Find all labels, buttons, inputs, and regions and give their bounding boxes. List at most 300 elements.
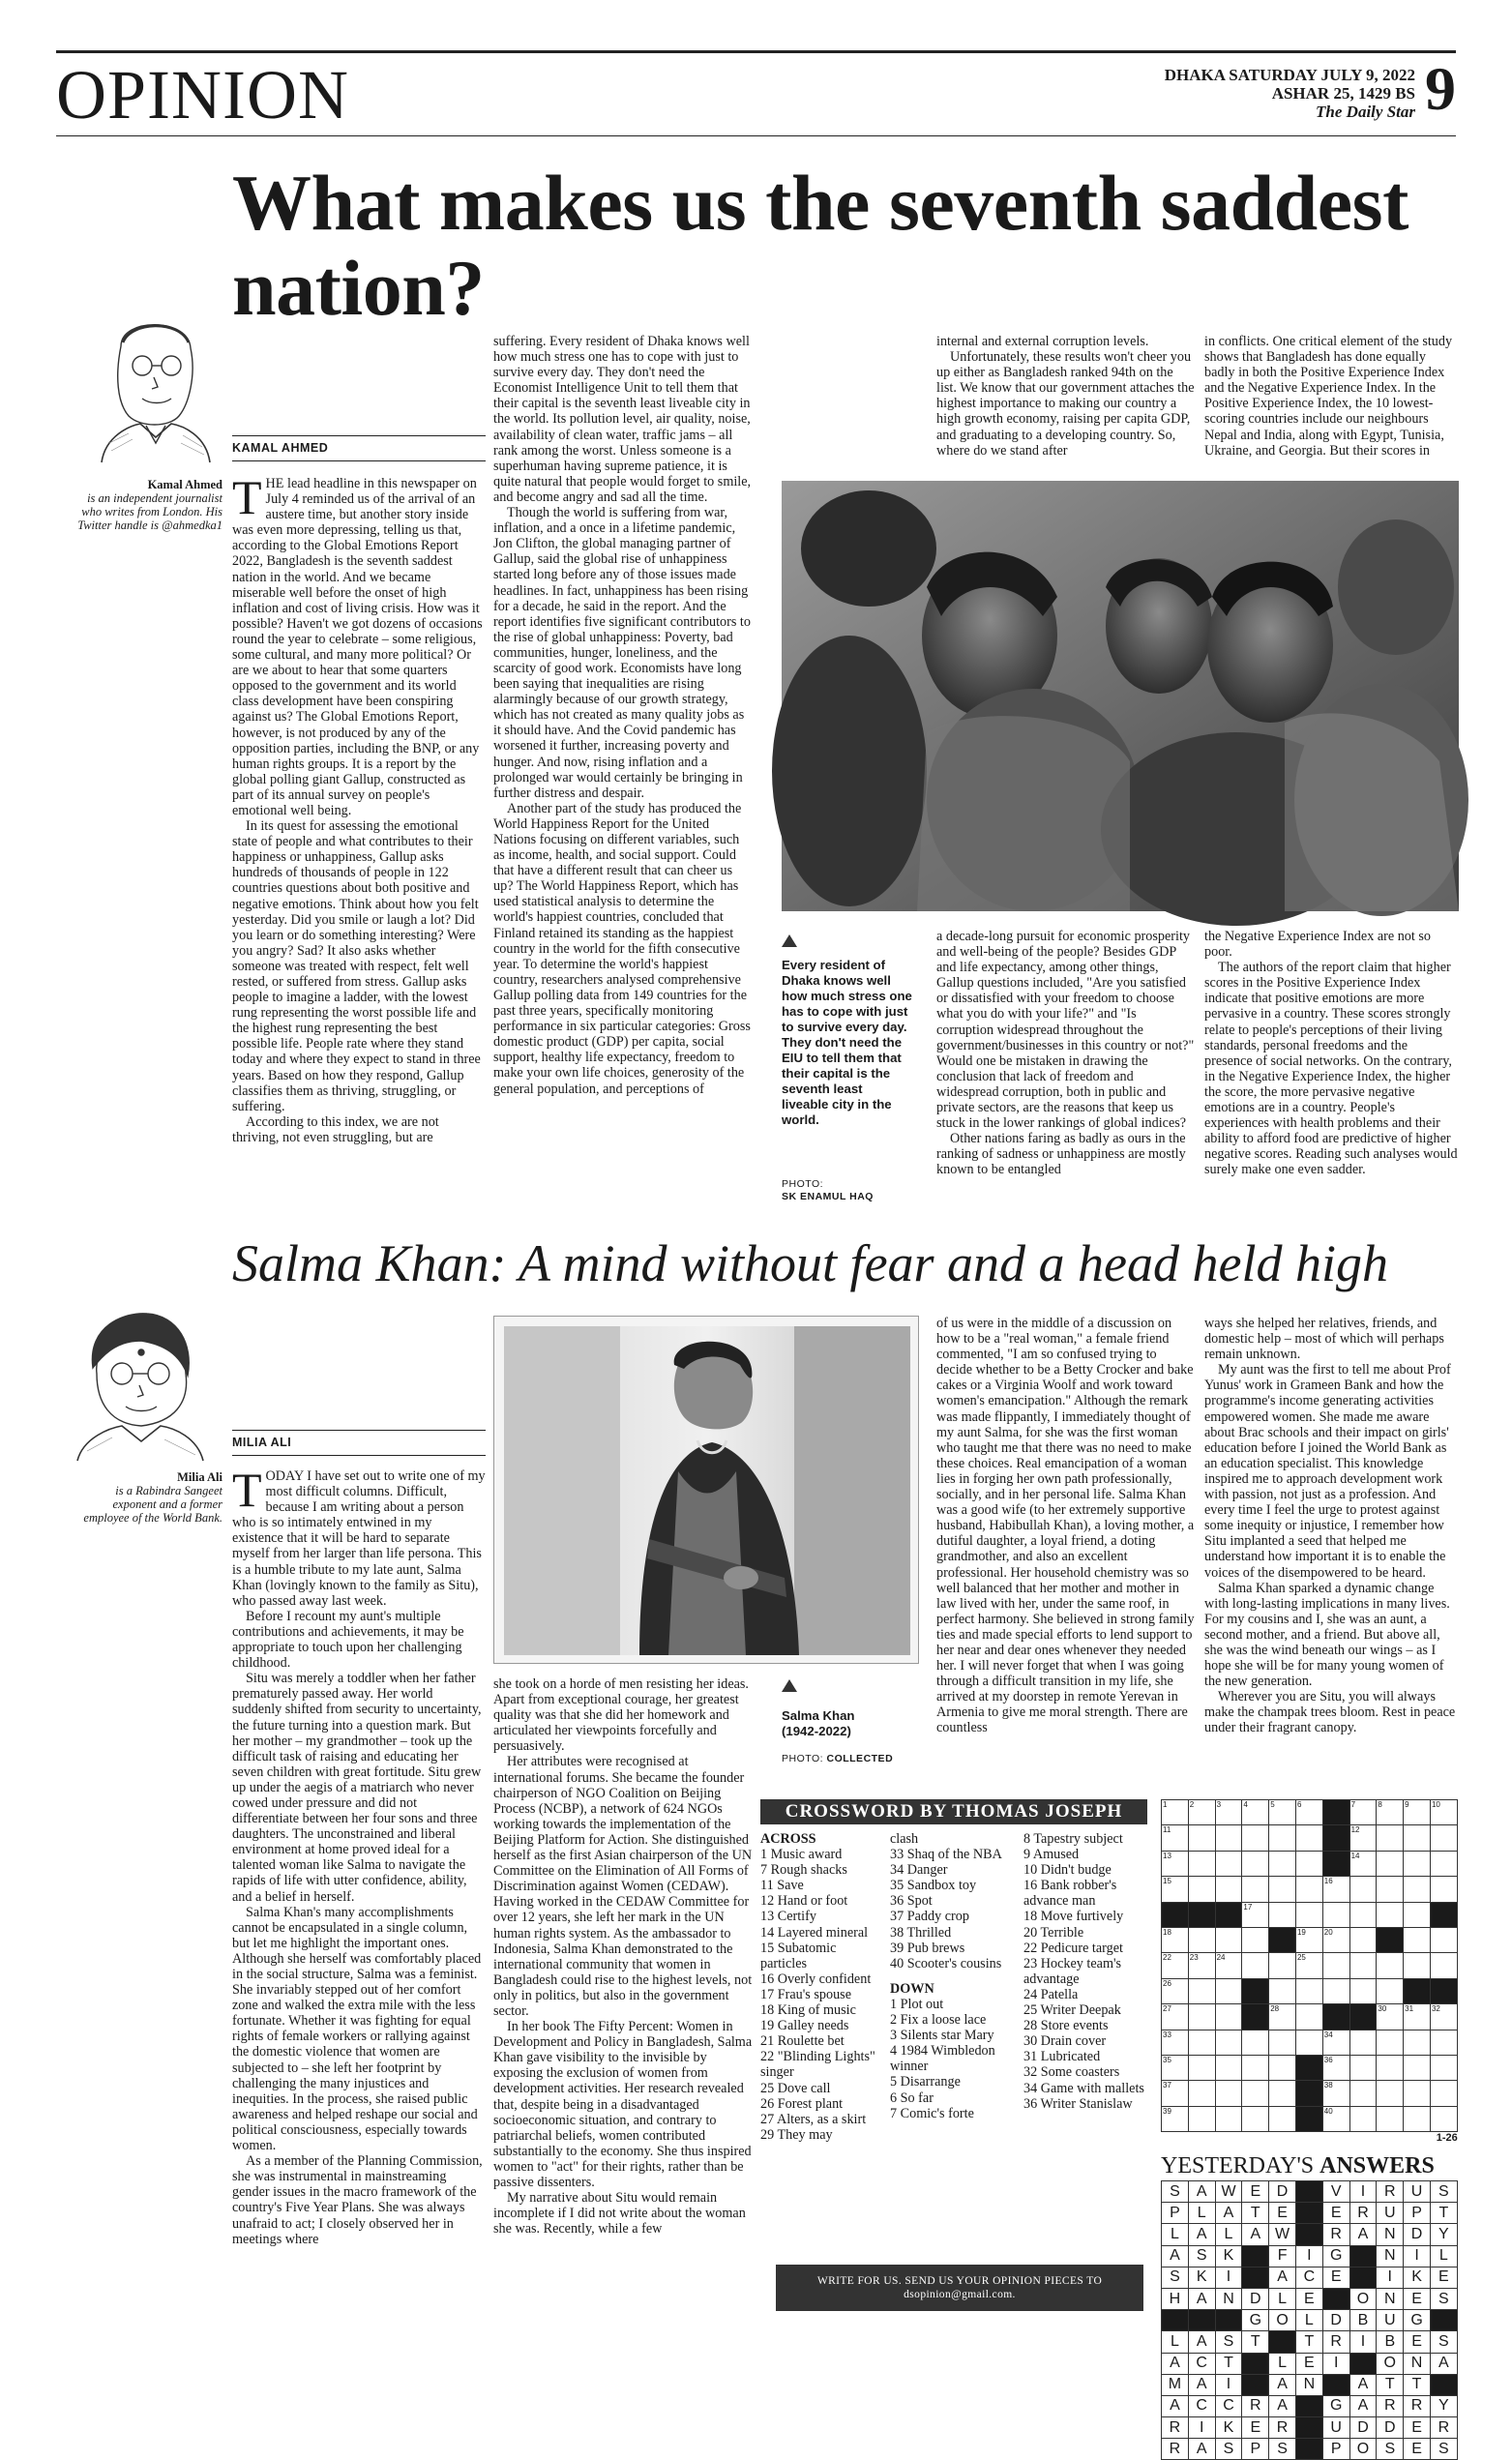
photo-credit [782, 1178, 912, 1203]
clue: 18 King of music [760, 2002, 856, 2019]
grid-cell[interactable]: 31 [1404, 2004, 1431, 2030]
grid-cell[interactable] [1322, 1800, 1349, 1825]
clue: 10 Didn't budge [1023, 1862, 1112, 1879]
sketch-portrait-icon [82, 308, 227, 462]
answer-cell: L [1188, 2203, 1215, 2224]
answer-cell: O [1269, 2310, 1296, 2331]
article-paragraph: In its quest for assessing the emotional state of people and what contributes to their happiness or unhappiness, Gallup asks hundreds of thousands of people in 122 countries questions about both positive and negative emotions. Think about how you felt yesterday. Did you smile or laugh a lot? Did you learn or do something interesting? Were you angry? Sad? It also asks whether someone was treated with respect, felt well rested, or suffered from stress. Gallup asks people to imagine a ladder, with the lowest rung representing the worst possible life and the highest rung representing the best possible life. People rate where they stand today and where they expect to stand in three years. Based on how they respond, Gallup classifies them as thriving, struggling, or suffering. [232, 818, 481, 1114]
answer-cell: D [1404, 2224, 1431, 2245]
grid-cell[interactable] [1215, 1851, 1242, 1876]
grid-cell[interactable] [1377, 1825, 1404, 1851]
grid-cell[interactable] [1404, 1953, 1431, 1978]
grid-cell[interactable] [1215, 2106, 1242, 2131]
clue: 26 Forest plant [760, 2095, 844, 2112]
grid-cell[interactable] [1430, 2081, 1457, 2106]
crossword-clues-col3 [1023, 1831, 1149, 2112]
answer-cell: S [1430, 2331, 1457, 2353]
grid-cell[interactable] [1322, 1953, 1349, 1978]
grid-cell[interactable] [1349, 1953, 1377, 1978]
grid-cell[interactable] [1242, 2004, 1269, 2030]
article1-column-3-bottom [936, 929, 1196, 1206]
grid-cell[interactable] [1377, 2030, 1404, 2055]
answer-cell: E [1430, 2267, 1457, 2288]
grid-cell[interactable] [1430, 1877, 1457, 1902]
answer-cell: N [1295, 2374, 1322, 2395]
grid-cell[interactable] [1188, 1877, 1215, 1902]
grid-cell[interactable]: 38 [1322, 2081, 1349, 2106]
grid-cell[interactable] [1322, 1851, 1349, 1876]
answer-cell: R [1377, 2181, 1404, 2203]
grid-cell[interactable] [1242, 2055, 1269, 2080]
grid-cell[interactable] [1295, 1851, 1322, 1876]
grid-cell[interactable] [1322, 1978, 1349, 2003]
dateline [1165, 66, 1415, 121]
author-portrait-kamal [82, 308, 227, 462]
grid-cell[interactable] [1215, 1927, 1242, 1952]
grid-cell[interactable] [1215, 2030, 1242, 2055]
grid-cell[interactable] [1349, 2106, 1377, 2131]
answer-cell: S [1430, 2439, 1457, 2460]
author-bio-text: is an independent journalist who writes from London. His Twitter handle is @ahmedka1 [77, 491, 222, 532]
grid-cell[interactable]: 1 [1162, 1800, 1189, 1825]
article2-column-4 [1204, 1316, 1458, 1778]
grid-cell[interactable] [1188, 2004, 1215, 2030]
article-paragraph: As a member of the Planning Commission, she was instrumental in mainstreaming gender issues in the macro framework of the country's Five Year Plans. She was always unafraid to act; I closely observed her in meetings where [232, 2153, 483, 2247]
grid-cell[interactable]: 35 [1162, 2055, 1189, 2080]
clue: 32 Some coasters [1023, 2064, 1120, 2081]
article-paragraph: Situ was merely a toddler when her father prematurely passed away. Her world suddenly shifted from security to uncertainty, the future turning into a question mark. But her mother – my grandmother – took up the difficult task of raising and educating her seven children with great fortitude. Situ grew up under the aegis of a matriarch who never cowed under pressure and did not differentiate between her four sons and three daughters. The unconstrained and liberal environment at home proved ideal for a talented woman like Salma to navigate the rapids of life with utter confidence, ability, and a belief in herself. [232, 1671, 482, 1905]
grid-date: 1-26 [1436, 2132, 1458, 2145]
answer-cell: C [1188, 2353, 1215, 2374]
answer-cell [1349, 2353, 1377, 2374]
masthead-top-rule [56, 50, 1456, 53]
grid-cell[interactable]: 20 [1322, 1927, 1349, 1952]
answer-cell: F [1269, 2245, 1296, 2267]
clue: 15 Subatomic particles [760, 1940, 837, 1971]
grid-cell[interactable]: 5 [1269, 1800, 1296, 1825]
yesterdays-answers-heading [1161, 2153, 1435, 2178]
grid-cell[interactable] [1430, 1978, 1457, 2003]
answer-cell [1349, 2267, 1377, 2288]
grid-cell[interactable] [1430, 1953, 1457, 1978]
grid-cell[interactable] [1188, 2081, 1215, 2106]
answer-cell [1295, 2417, 1322, 2439]
answer-cell: T [1377, 2374, 1404, 2395]
grid-cell[interactable] [1404, 1902, 1431, 1927]
answer-cell: A [1269, 2374, 1296, 2395]
answer-cell: I [1215, 2267, 1242, 2288]
grid-cell[interactable] [1377, 1978, 1404, 2003]
clue: 1 Music award [760, 1847, 843, 1863]
grid-cell[interactable] [1162, 1902, 1189, 1927]
grid-cell[interactable] [1322, 2004, 1349, 2030]
down-label: DOWN [890, 1980, 934, 1997]
answer-cell: E [1322, 2203, 1349, 2224]
grid-cell[interactable] [1269, 1877, 1296, 1902]
answer-cell: S [1162, 2181, 1189, 2203]
answer-cell: A [1188, 2288, 1215, 2309]
answer-cell: W [1269, 2224, 1296, 2245]
answer-cell: R [1322, 2224, 1349, 2245]
grid-cell[interactable] [1404, 1825, 1431, 1851]
article-paragraph: Before I recount my aunt's multiple contributions and achievements, it may be appropriate to touch upon her challenging childhood. [232, 1608, 464, 1672]
grid-cell[interactable]: 4 [1242, 1800, 1269, 1825]
answer-cell: P [1242, 2439, 1269, 2460]
grid-cell[interactable] [1188, 1927, 1215, 1952]
crossword-grid [1161, 1799, 1458, 2144]
grid-cell[interactable]: 14 [1349, 1851, 1377, 1876]
article-paragraph: ways she helped her relatives, friends, and domestic help – most of which will perhaps remain unknown. [1204, 1316, 1444, 1363]
grid-cell[interactable]: 23 [1188, 1953, 1215, 1978]
grid-cell[interactable] [1430, 1902, 1457, 1927]
clue: 36 Spot [890, 1893, 933, 1910]
across-label: ACROSS [760, 1831, 816, 1847]
grid-cell[interactable] [1404, 1978, 1431, 2003]
grid-cell[interactable] [1404, 2055, 1431, 2080]
grid-cell[interactable]: 11 [1162, 1825, 1189, 1851]
grid-cell[interactable] [1188, 1978, 1215, 2003]
article2-column-1 [232, 1463, 486, 2310]
masthead-bottom-rule [56, 135, 1456, 136]
clue: 12 Hand or foot [760, 1893, 848, 1910]
answer-cell [1430, 2310, 1457, 2331]
answer-cell: S [1377, 2439, 1404, 2460]
grid-cell[interactable]: 12 [1349, 1825, 1377, 1851]
grid-cell[interactable] [1377, 2055, 1404, 2080]
byline-rule [232, 435, 486, 436]
grid-cell[interactable] [1430, 2030, 1457, 2055]
author-bio [77, 1470, 222, 1525]
grid-cell[interactable] [1430, 1851, 1457, 1876]
byline-rule [232, 1430, 486, 1431]
answer-cell: N [1377, 2288, 1404, 2309]
grid-cell[interactable] [1242, 2030, 1269, 2055]
clue: 25 Dove call [760, 2080, 831, 2096]
answer-cell: I [1215, 2374, 1242, 2395]
clue: 33 Shaq of the NBA [890, 1847, 1002, 1863]
answer-cell: E [1242, 2181, 1269, 2203]
answer-cell: G [1242, 2310, 1269, 2331]
article2-byline: MILIA ALI [232, 1436, 292, 1449]
grid-cell[interactable] [1377, 1902, 1404, 1927]
clue: 25 Writer Deepak [1023, 2002, 1121, 2019]
grid-cell[interactable] [1377, 1877, 1404, 1902]
grid-cell[interactable] [1269, 1978, 1296, 2003]
grid-cell[interactable]: 2 [1188, 1800, 1215, 1825]
grid-cell[interactable] [1430, 2106, 1457, 2131]
clue: 18 Move furtively [1023, 1909, 1124, 1925]
grid-cell[interactable] [1242, 1851, 1269, 1876]
answer-cell: D [1242, 2288, 1269, 2309]
answer-cell: D [1269, 2181, 1296, 2203]
section-title: OPINION [56, 56, 349, 133]
grid-cell[interactable] [1404, 2106, 1431, 2131]
grid-cell[interactable]: 18 [1162, 1927, 1189, 1952]
grid-cell[interactable] [1377, 2106, 1404, 2131]
grid-cell[interactable] [1215, 1825, 1242, 1851]
grid-cell[interactable] [1295, 1877, 1322, 1902]
grid-cell[interactable] [1377, 1953, 1404, 1978]
grid-cell[interactable] [1295, 1978, 1322, 2003]
answer-cell: I [1322, 2353, 1349, 2374]
clue: 16 Bank robber's advance man [1023, 1878, 1117, 1910]
article1-headline: What makes us the seventh saddest nation? [232, 159, 1408, 332]
crossword-title: CROSSWORD BY THOMAS JOSEPH [760, 1799, 1147, 1824]
grid-cell[interactable]: 32 [1430, 2004, 1457, 2030]
grid-cell[interactable] [1430, 1927, 1457, 1952]
grid-cell[interactable] [1377, 2081, 1404, 2106]
grid-cell[interactable]: 25 [1295, 1953, 1322, 1978]
clue: 19 Galley needs [760, 2018, 849, 2034]
grid-cell[interactable] [1377, 1851, 1404, 1876]
answer-cell: P [1162, 2203, 1189, 2224]
author-bio [77, 478, 222, 532]
clue: 20 Terrible [1023, 1924, 1084, 1941]
grid-cell[interactable]: 24 [1215, 1953, 1242, 1978]
grid-cell[interactable]: 7 [1349, 1800, 1377, 1825]
answer-cell: A [1215, 2203, 1242, 2224]
answer-cell: L [1215, 2224, 1242, 2245]
clue: 34 Game with mallets [1023, 2080, 1144, 2096]
grid-cell[interactable] [1215, 1978, 1242, 2003]
clue: 3 Silents star Mary [890, 2028, 994, 2044]
grid-cell[interactable] [1269, 1825, 1296, 1851]
clue: 1 Plot out [890, 1996, 944, 2012]
clue-list [890, 1831, 1016, 1971]
answer-cell: R [1269, 2417, 1296, 2439]
grid-cell[interactable] [1242, 1927, 1269, 1952]
article1-byline: KAMAL AHMED [232, 441, 329, 455]
answer-cell: L [1269, 2353, 1296, 2374]
answer-cell: G [1322, 2245, 1349, 2267]
caption-pointer-icon [782, 1679, 797, 1692]
answer-cell: R [1430, 2417, 1457, 2439]
answer-cell [1295, 2181, 1322, 2203]
sketch-portrait-icon [58, 1306, 222, 1461]
answer-cell [1349, 2245, 1377, 2267]
answer-cell: U [1377, 2310, 1404, 2331]
grid-cell[interactable] [1295, 1902, 1322, 1927]
grid-cell[interactable]: 40 [1322, 2106, 1349, 2131]
grid-cell[interactable] [1295, 2030, 1322, 2055]
grid-cell[interactable]: 6 [1295, 1800, 1322, 1825]
answer-cell: K [1215, 2417, 1242, 2439]
grid-cell[interactable]: 39 [1162, 2106, 1189, 2131]
grid-cell[interactable]: 15 [1162, 1877, 1189, 1902]
caption-name: Salma Khan [782, 1708, 855, 1723]
answer-cell [1188, 2310, 1215, 2331]
answer-cell: E [1269, 2203, 1296, 2224]
answer-cell: S [1430, 2181, 1457, 2203]
clue: 22 Pedicure target [1023, 1940, 1123, 1956]
grid-cell[interactable] [1404, 1877, 1431, 1902]
grid-cell[interactable] [1269, 2081, 1296, 2106]
protest-photo [782, 481, 1459, 911]
grid-cell[interactable] [1322, 1902, 1349, 1927]
grid-cell[interactable] [1430, 2055, 1457, 2080]
grid-cell[interactable]: 27 [1162, 2004, 1189, 2030]
grid-cell[interactable] [1188, 2055, 1215, 2080]
grid-cell[interactable]: 28 [1269, 2004, 1296, 2030]
article-paragraph: Salma Khan sparked a dynamic change with long-lasting implications in many lives. For my cousins and I, she was an aunt, a second mother, and a friend. But above all, she was the wind beneath our wings – as I hope she will be for many young women of the new generation. [1204, 1580, 1450, 1690]
grid-cell[interactable]: 8 [1377, 1800, 1404, 1825]
grid-cell[interactable]: 3 [1215, 1800, 1242, 1825]
grid-cell[interactable] [1242, 1953, 1269, 1978]
answer-cell: R [1242, 2395, 1269, 2416]
grid-cell[interactable] [1215, 2055, 1242, 2080]
answer-cell: V [1322, 2181, 1349, 2203]
answer-cell: I [1349, 2181, 1377, 2203]
grid-cell[interactable]: 33 [1162, 2030, 1189, 2055]
clue: 23 Hockey team's advantage [1023, 1955, 1122, 1987]
drop-cap: T [232, 470, 262, 524]
article1-column-2 [493, 334, 753, 1206]
grid-cell[interactable] [1269, 2030, 1296, 2055]
clue: 11 Save [760, 1878, 804, 1894]
grid-cell[interactable] [1295, 2081, 1322, 2106]
answer-cell [1162, 2310, 1189, 2331]
article-paragraph: Salma Khan's many accomplishments cannot be encapsulated in a single column, but let me highlight the important ones. Although she herself was comfortably placed in the social structure, Salma was a feminist. She invariably stepped out of her comfort zone and walked the extra mile with the less fortunate. Whether it was fighting for equal rights of female workers or rallying against the domestic violence that women are subjected to – she left her footprint by challenging the many injustices and inequities. In the process, she raised public awareness and helped reshape our social and political consciousness, especially towards women. [232, 1904, 482, 2154]
crossword-clues-col1 [760, 1831, 886, 2143]
grid-cell[interactable] [1269, 1927, 1296, 1952]
grid-cell[interactable] [1295, 2055, 1322, 2080]
grid-cell[interactable] [1269, 1902, 1296, 1927]
grid-cell[interactable] [1269, 1953, 1296, 1978]
grid-cell[interactable] [1322, 1825, 1349, 1851]
grid-cell[interactable]: 17 [1242, 1902, 1269, 1927]
grid-cell[interactable] [1215, 1902, 1242, 1927]
answer-cell: O [1377, 2353, 1404, 2374]
grid-cell[interactable]: 16 [1322, 1877, 1349, 1902]
clue: 5 Disarrange [890, 2074, 961, 2090]
grid-cell[interactable]: 37 [1162, 2081, 1189, 2106]
grid-cell[interactable] [1242, 1978, 1269, 2003]
grid-cell[interactable] [1404, 1851, 1431, 1876]
grid-cell[interactable]: 10 [1430, 1800, 1457, 1825]
grid-cell[interactable] [1242, 2106, 1269, 2131]
grid-cell[interactable] [1349, 1927, 1377, 1952]
answer-cell: W [1215, 2181, 1242, 2203]
answer-cell: N [1377, 2245, 1404, 2267]
grid-cell[interactable] [1188, 1825, 1215, 1851]
grid-cell[interactable] [1404, 2030, 1431, 2055]
grid-cell[interactable]: 22 [1162, 1953, 1189, 1978]
grid-cell[interactable]: 13 [1162, 1851, 1189, 1876]
grid-cell[interactable] [1269, 2106, 1296, 2131]
salma-khan-photo [493, 1316, 919, 1664]
answer-cell: A [1188, 2181, 1215, 2203]
clue: 37 Paddy crop [890, 1909, 969, 1925]
grid-cell[interactable]: 30 [1377, 2004, 1404, 2030]
answer-cell: S [1188, 2245, 1215, 2267]
clue: 27 Alters, as a skirt [760, 2111, 867, 2127]
answer-cell: S [1215, 2331, 1242, 2353]
footer-email[interactable]: dsopinion@gmail.com. [904, 2289, 1016, 2300]
grid-cell[interactable]: 26 [1162, 1978, 1189, 2003]
grid-cell[interactable] [1349, 2004, 1377, 2030]
answer-cell: H [1162, 2288, 1189, 2309]
clue: 16 Overly confident [760, 1971, 872, 1987]
grid-cell[interactable] [1269, 2055, 1296, 2080]
clue: 7 Comic's forte [890, 2105, 974, 2121]
clue: 2 Fix a loose lace [890, 2012, 987, 2029]
photo-label: PHOTO: [782, 1753, 824, 1764]
grid-cell[interactable] [1295, 1825, 1322, 1851]
grid-cell[interactable]: 9 [1404, 1800, 1431, 1825]
photo-credit [782, 1753, 917, 1765]
answer-cell: S [1215, 2439, 1242, 2460]
article-paragraph: The authors of the report claim that higher scores in the Positive Experience Index indicate that positive emotions are more pervasive in a country. These scores strongly relate to people's perceptions of their living standards, personal freedoms and the presence of social networks. On the contrary, in the Negative Experience Index, the higher the score, the more pervasive negative emotions are in a country. People's experiences with health problems and their ability to afford food are predictive of higher negative scores. Reading such analyses would surely make one even sadder. [1204, 960, 1458, 1178]
answer-cell [1295, 2395, 1322, 2416]
answer-cell [1430, 2374, 1457, 2395]
grid-cell[interactable] [1404, 1927, 1431, 1952]
answer-cell: U [1322, 2417, 1349, 2439]
grid-cell[interactable] [1188, 2106, 1215, 2131]
answer-cell: P [1404, 2203, 1431, 2224]
answer-cell: T [1215, 2353, 1242, 2374]
grid-cell[interactable] [1349, 2030, 1377, 2055]
grid-cell[interactable] [1295, 2106, 1322, 2131]
photo-caption [782, 1708, 917, 1739]
grid-cell[interactable] [1242, 2081, 1269, 2106]
grid-cell[interactable] [1430, 1825, 1457, 1851]
grid-cell[interactable] [1242, 1825, 1269, 1851]
drop-cap: T [232, 1463, 262, 1517]
answer-cell: L [1162, 2331, 1189, 2353]
crossword-grid-table [1161, 1799, 1458, 2132]
grid-cell[interactable]: 19 [1295, 1927, 1322, 1952]
grid-cell[interactable] [1349, 1978, 1377, 2003]
grid-cell[interactable] [1215, 2004, 1242, 2030]
grid-cell[interactable] [1215, 2081, 1242, 2106]
answer-cell: Y [1430, 2395, 1457, 2416]
grid-cell[interactable] [1349, 1902, 1377, 1927]
grid-cell[interactable] [1242, 1877, 1269, 1902]
grid-cell[interactable] [1188, 1902, 1215, 1927]
author-portrait-milia [58, 1306, 222, 1461]
caption-years: (1942-2022) [782, 1724, 851, 1738]
answer-cell: A [1269, 2395, 1296, 2416]
grid-cell[interactable] [1269, 1851, 1296, 1876]
answer-cell: T [1242, 2331, 1269, 2353]
grid-cell[interactable] [1215, 1877, 1242, 1902]
grid-cell[interactable] [1349, 2055, 1377, 2080]
article-paragraph: Another part of the study has produced the World Happiness Report for the United Nations focusing on different variables, such as income, health, and social support. Could that have a different result that can cheer us up? The World Happiness Report, which has used statistical analysis to determine the world's happiest countries, concluded that Finland retained its standing as the happiest country in the world for the fifth consecutive year. To determine the world's happiest country, researchers analysed comprehensive Gallup polling data from 149 countries for the past three years, specifically monitoring performance in six particular categories: Gross domestic product (GDP) per capita, social support, healthy life expectancy, freedom to make your own life choices, generosity of the general population, and perceptions of [493, 800, 751, 1097]
grid-cell[interactable] [1377, 1927, 1404, 1952]
crowd-photo-image [782, 481, 1459, 911]
answer-cell: I [1349, 2331, 1377, 2353]
crossword-clues-col2 [890, 1831, 1016, 2121]
grid-cell[interactable] [1404, 2081, 1431, 2106]
caption-pointer-icon [782, 934, 797, 947]
author-name: Milia Ali [177, 1470, 222, 1484]
answer-cell: S [1269, 2439, 1296, 2460]
answer-cell: G [1404, 2310, 1431, 2331]
grid-cell[interactable]: 34 [1322, 2030, 1349, 2055]
grid-cell[interactable] [1349, 1877, 1377, 1902]
grid-cell[interactable] [1295, 2004, 1322, 2030]
grid-cell[interactable]: 36 [1322, 2055, 1349, 2080]
grid-cell[interactable] [1349, 2081, 1377, 2106]
answer-cell: B [1377, 2331, 1404, 2353]
grid-cell[interactable] [1188, 1851, 1215, 1876]
grid-cell[interactable] [1188, 2030, 1215, 2055]
article-paragraph: My aunt was the first to tell me about Prof Yunus' work in Grameen Bank and how the programme's income generating activities empowered women. She made me aware about Brac schools and their impact on girls' education before I joined the World Bank as an education specialist. This knowledge inspired me to approach development work with passion, not just as a profession. And every time I feel the urge to protest against some inequity or injustice, I remember how Situ implanted a seed that helped me understand how important it is to enable the voices of the disempowered to be heard. [1204, 1362, 1451, 1581]
article-paragraph: TODAY I have set out to write one of my most difficult columns. Difficult, because I am writing about a person who is so intimately entwined in my existence that it will be hard to separate myself from her larger than life persona. This is a humble tribute to my late aunt, Salma Khan (lovingly known to the family as Situ), who passed away last week. [232, 1463, 486, 1609]
answer-cell: K [1215, 2245, 1242, 2267]
answer-cell [1322, 2374, 1349, 2395]
paper-logo: The Daily Star [1316, 103, 1415, 121]
